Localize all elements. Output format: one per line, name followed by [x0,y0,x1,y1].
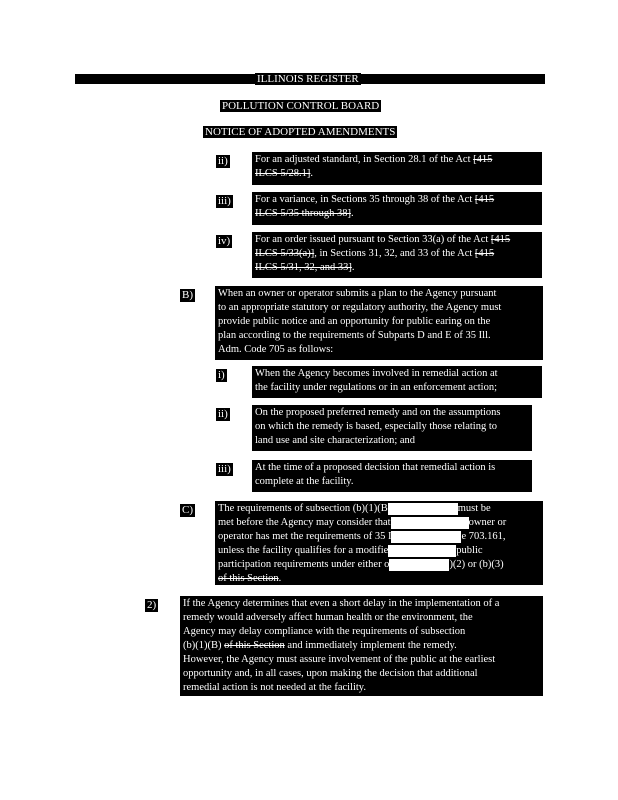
item-iv-text: For an order issued pursuant to Section 33(a) of the Act [415 ILCS 5/33(a)], in Sections 31, 32, and 33 of the Act [415 ILCS 5/31, 32, and 33]. [252,232,542,278]
item-B-ii-text: On the proposed preferred remedy and on the assumptions on which the remedy is based, especially those relating to land use and site characterization; and [252,405,532,451]
item-ii-label: ii) [218,155,228,167]
item-2-label: 2) [147,599,157,611]
item-B-label: B) [182,289,193,301]
board-title: POLLUTION CONTROL BOARD [222,100,380,112]
item-iii-text: For a variance, in Sections 35 through 38 of the Act [415 ILCS 5/35 through 38]. [252,192,542,225]
item-2-text: If the Agency determines that even a short delay in the implementation of a remedy would adversely affect human health or the environment, the Agency may delay compliance with the requirements of subsection (b)(1)(B) of this Section and immediately implement the remedy. However, the Agency must assure involvement of the public at the earliest opportunity and, in all cases, upon making the decision that additional remedial action is not needed at the facility. [180,596,543,696]
item-B-i-label: i) [218,369,225,381]
item-B-text: When an owner or operator submits a plan to the Agency pursuant to an appropriate statutory or regulatory authority, the Agency must provide public notice and an opportunity for public earing on the plan according to the requirements of Subparts D and E of 35 Ill. Adm. Code 705 as follows: [215,286,543,360]
item-iii-label: iii) [218,195,231,207]
item-B-i-text: When the Agency becomes involved in remedial action at the facility under regulations or in an enforcement action; [252,366,542,398]
item-ii-text: For an adjusted standard, in Section 28.1 of the Act [415 ILCS 5/28.1]. [252,152,542,185]
item-B-iii-label: iii) [218,463,231,475]
item-C-label: C) [182,504,193,516]
item-B-ii-label: ii) [218,408,228,420]
item-B-iii-text: At the time of a proposed decision that remedial action is complete at the facility. [252,460,532,492]
notice-title: NOTICE OF ADOPTED AMENDMENTS [205,126,396,138]
item-C-text: The requirements of subsection (b)(1)(B must be met before the Agency may consider that owner or operator has met the requirements of 35 I e 703.161, unless the facility qualifies for a modifie public participation requirements under either o )(2) or (b)(3) of this Section. [215,501,543,585]
item-iv-label: iv) [218,235,231,247]
register-title: ILLINOIS REGISTER [257,73,359,85]
